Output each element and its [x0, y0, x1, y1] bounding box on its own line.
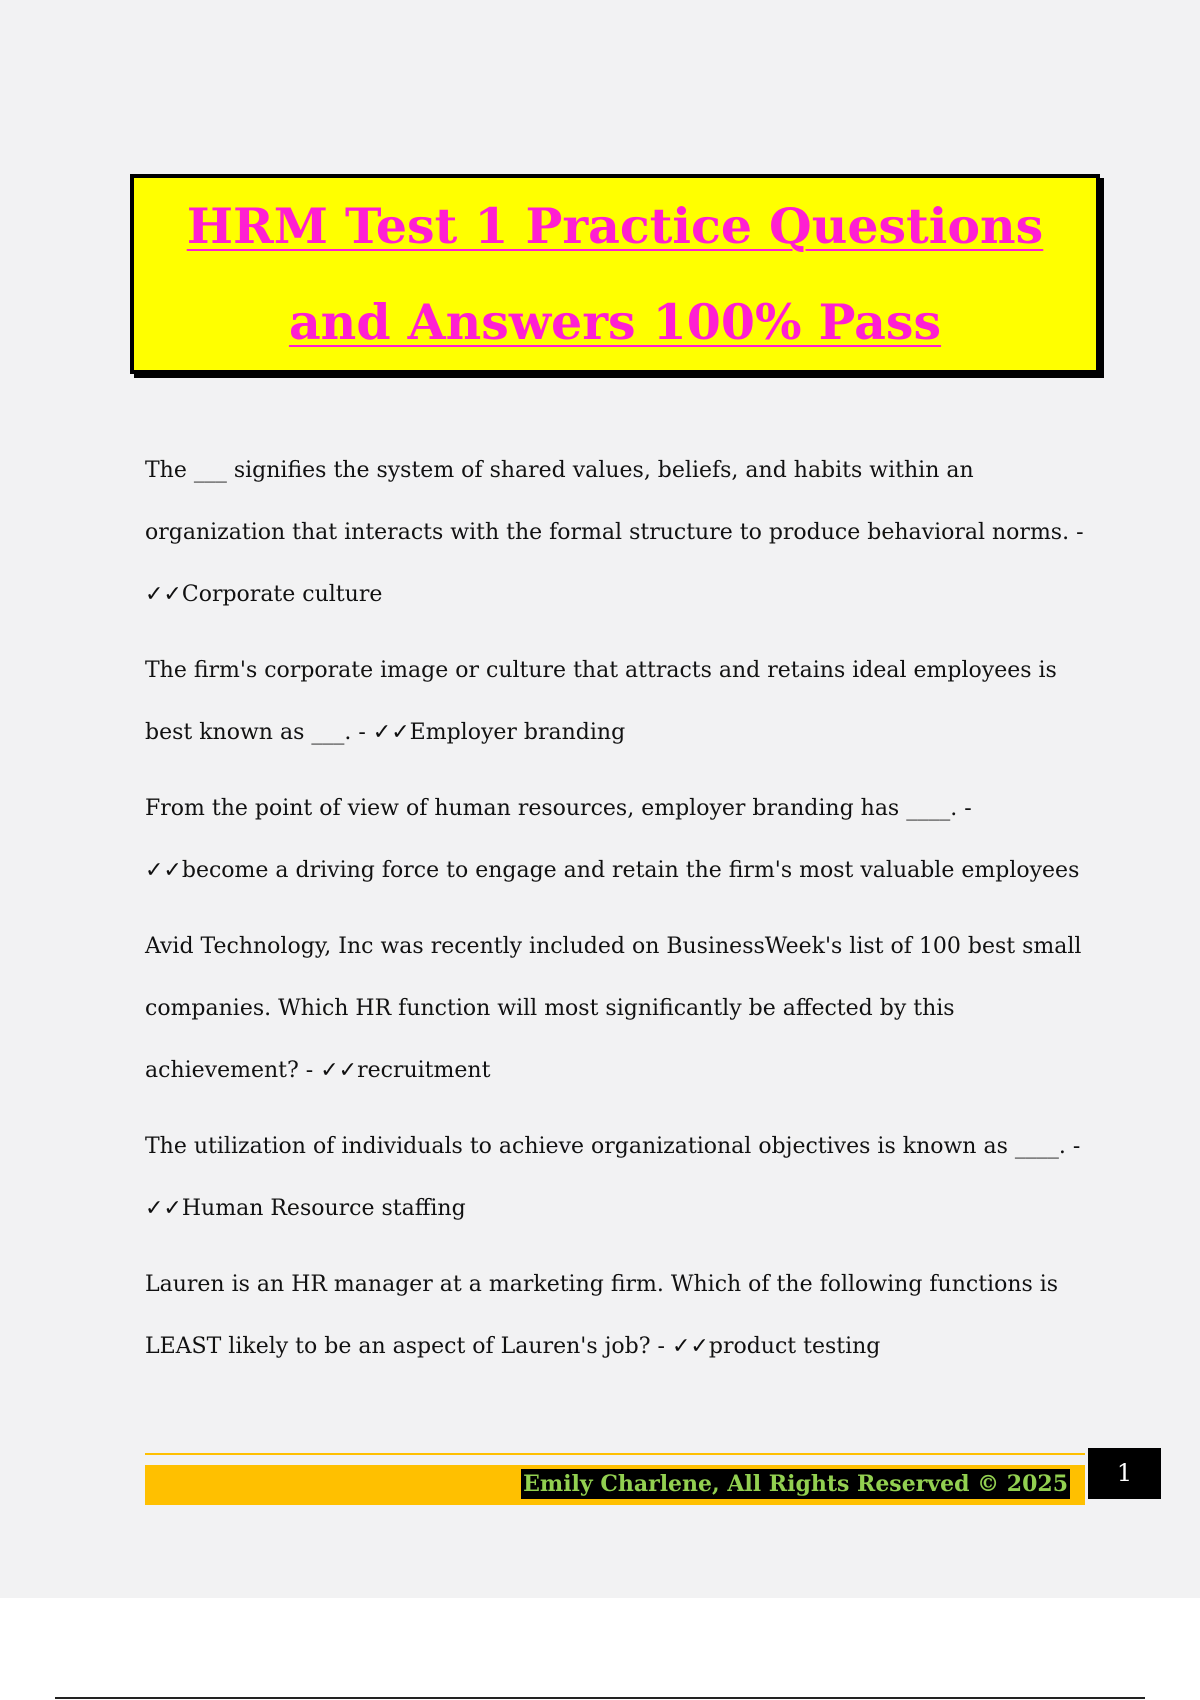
check-mark-icon: ✓✓: [320, 1058, 358, 1083]
answer-text: Corporate culture: [181, 582, 383, 607]
qa-item: [145, 640, 1095, 764]
footer-divider: [145, 1453, 1085, 1455]
separator: -: [650, 1334, 672, 1359]
answer-text: Human Resource staffing: [181, 1196, 466, 1221]
page-bottom-rule: [55, 1697, 1145, 1699]
qa-item: [145, 1116, 1095, 1240]
title-banner: [130, 174, 1100, 374]
check-mark-icon: ✓✓: [671, 1334, 709, 1359]
question-text: Avid Technology, Inc was recently included on BusinessWeek's list of 100 best small companies. Which HR function will most significantly be affected by this achievement?: [145, 934, 1082, 1083]
question-text: The utilization of individuals to achieve organizational objectives is known as ____.: [145, 1134, 1066, 1159]
answer-text: recruitment: [357, 1058, 491, 1083]
qa-item: [145, 1254, 1095, 1378]
answer-text: product testing: [708, 1334, 881, 1359]
question-text: From the point of view of human resources, employer branding has ____.: [145, 796, 958, 821]
document-title: HRM Test 1 Practice Questions and Answers 100% Pass: [186, 197, 1044, 351]
answer-text: become a driving force to engage and retain the firm's most valuable employees: [181, 858, 1080, 883]
qa-item: [145, 440, 1095, 626]
answer-text: Employer branding: [409, 720, 626, 745]
check-mark-icon: ✓✓: [372, 720, 410, 745]
footer-bar: [145, 1465, 1085, 1505]
separator: -: [351, 720, 373, 745]
separator: -: [298, 1058, 321, 1083]
copyright-footer: Emily Charlene, All Rights Reserved © 2025: [523, 1471, 1068, 1497]
separator: -: [1069, 520, 1084, 545]
question-text: The ___ signifies the system of shared values, beliefs, and habits within an organization that interacts with the formal structure to produce behavioral norms.: [145, 458, 1070, 545]
question-list: [145, 440, 1095, 1392]
separator: -: [957, 796, 972, 821]
qa-item: [145, 778, 1095, 902]
check-mark-icon: ✓✓: [145, 1196, 182, 1221]
question-text: Lauren is an HR manager at a marketing firm. Which of the following functions is LEAST likely to be an aspect of Lauren's job?: [145, 1272, 1059, 1359]
page-number: 1: [1088, 1448, 1161, 1499]
question-text: The firm's corporate image or culture that attracts and retains ideal employees is best known as ___.: [145, 658, 1057, 745]
qa-item: [145, 916, 1095, 1102]
separator: -: [1065, 1134, 1081, 1159]
check-mark-icon: ✓✓: [145, 858, 182, 883]
check-mark-icon: ✓✓: [145, 582, 182, 607]
